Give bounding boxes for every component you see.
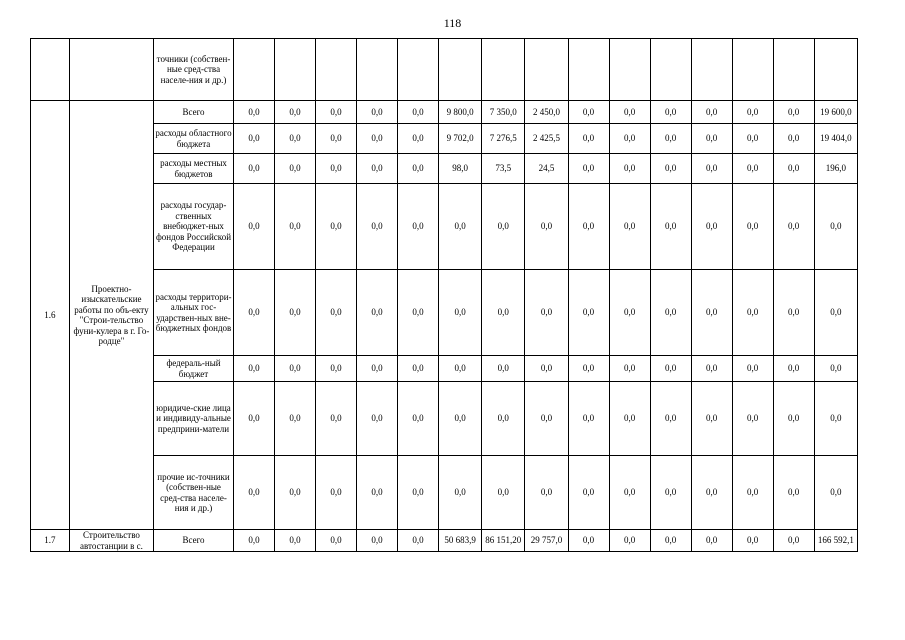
value-cell: 0,0 [357, 456, 398, 530]
value-cell: 19 600,0 [814, 101, 857, 124]
value-cell: 0,0 [568, 270, 609, 356]
value-cell: 0,0 [398, 101, 439, 124]
source-cell: прочие ис-точники (собствен-ные сред-ства населе-ния и др.) [154, 456, 234, 530]
value-cell [482, 39, 525, 101]
table-row [31, 39, 858, 101]
value-cell: 0,0 [274, 530, 315, 552]
value-cell: 73,5 [482, 154, 525, 184]
value-cell: 0,0 [650, 184, 691, 270]
value-cell: 0,0 [814, 356, 857, 382]
value-cell: 0,0 [691, 456, 732, 530]
value-cell [357, 39, 398, 101]
value-cell: 0,0 [274, 382, 315, 456]
value-cell: 0,0 [274, 456, 315, 530]
value-cell: 0,0 [357, 270, 398, 356]
value-cell: 24,5 [525, 154, 568, 184]
value-cell: 0,0 [691, 124, 732, 154]
value-cell: 0,0 [814, 270, 857, 356]
value-cell [650, 39, 691, 101]
value-cell [609, 39, 650, 101]
value-cell: 0,0 [398, 456, 439, 530]
value-cell: 0,0 [357, 382, 398, 456]
value-cell: 29 757,0 [525, 530, 568, 552]
value-cell: 0,0 [609, 456, 650, 530]
value-cell: 0,0 [773, 456, 814, 530]
value-cell: 0,0 [568, 124, 609, 154]
value-cell: 0,0 [357, 184, 398, 270]
value-cell: 0,0 [650, 382, 691, 456]
source-cell: Всего [154, 101, 234, 124]
value-cell: 0,0 [398, 154, 439, 184]
value-cell: 2 450,0 [525, 101, 568, 124]
value-cell: 7 350,0 [482, 101, 525, 124]
value-cell: 0,0 [732, 456, 773, 530]
source-cell: расходы территори-альных гос-ударствен-ных вне-бюджетных фондов [154, 270, 234, 356]
value-cell: 0,0 [482, 356, 525, 382]
value-cell: 0,0 [650, 530, 691, 552]
value-cell: 0,0 [773, 124, 814, 154]
value-cell: 0,0 [773, 101, 814, 124]
value-cell: 0,0 [773, 270, 814, 356]
value-cell: 0,0 [609, 382, 650, 456]
value-cell: 0,0 [609, 184, 650, 270]
value-cell: 0,0 [439, 184, 482, 270]
value-cell: 0,0 [233, 356, 274, 382]
value-cell: 0,0 [315, 270, 356, 356]
value-cell: 0,0 [814, 382, 857, 456]
value-cell: 0,0 [233, 184, 274, 270]
value-cell: 0,0 [315, 154, 356, 184]
value-cell: 0,0 [398, 270, 439, 356]
value-cell: 0,0 [609, 154, 650, 184]
table-row [31, 382, 858, 456]
value-cell: 0,0 [814, 184, 857, 270]
value-cell: 0,0 [233, 270, 274, 356]
value-cell: 0,0 [732, 124, 773, 154]
row-number-cell: 1.7 [31, 530, 70, 552]
source-cell: Всего [154, 530, 234, 552]
table-row [31, 124, 858, 154]
object-name-cell: Проектно-изыскательские работы по объ-екту "Строи-тельство фуни-кулера в г. Го-родце" [69, 101, 153, 530]
value-cell: 0,0 [274, 154, 315, 184]
row-number-cell [31, 39, 70, 101]
value-cell [233, 39, 274, 101]
value-cell: 0,0 [773, 184, 814, 270]
value-cell: 0,0 [398, 530, 439, 552]
value-cell [691, 39, 732, 101]
value-cell: 0,0 [439, 456, 482, 530]
value-cell: 0,0 [650, 101, 691, 124]
value-cell: 0,0 [568, 356, 609, 382]
value-cell: 0,0 [315, 356, 356, 382]
value-cell: 0,0 [732, 382, 773, 456]
object-name-cell [69, 39, 153, 101]
value-cell [568, 39, 609, 101]
value-cell: 86 151,20 [482, 530, 525, 552]
source-cell: федераль-ный бюджет [154, 356, 234, 382]
value-cell: 0,0 [482, 382, 525, 456]
value-cell: 9 702,0 [439, 124, 482, 154]
value-cell: 0,0 [274, 270, 315, 356]
table-row [31, 356, 858, 382]
table-row [31, 530, 858, 552]
value-cell: 19 404,0 [814, 124, 857, 154]
value-cell [732, 39, 773, 101]
value-cell: 0,0 [691, 530, 732, 552]
value-cell: 0,0 [525, 356, 568, 382]
value-cell: 2 425,5 [525, 124, 568, 154]
value-cell [814, 39, 857, 101]
value-cell: 0,0 [650, 356, 691, 382]
value-cell: 0,0 [732, 101, 773, 124]
value-cell: 0,0 [568, 530, 609, 552]
value-cell: 0,0 [233, 382, 274, 456]
value-cell: 196,0 [814, 154, 857, 184]
value-cell: 7 276,5 [482, 124, 525, 154]
value-cell: 0,0 [568, 154, 609, 184]
value-cell: 0,0 [732, 154, 773, 184]
row-number-cell: 1.6 [31, 101, 70, 530]
value-cell: 0,0 [482, 184, 525, 270]
value-cell: 0,0 [691, 154, 732, 184]
value-cell: 0,0 [274, 184, 315, 270]
value-cell: 0,0 [315, 382, 356, 456]
value-cell: 50 683,9 [439, 530, 482, 552]
value-cell [773, 39, 814, 101]
value-cell: 0,0 [609, 356, 650, 382]
financing-table [30, 38, 858, 552]
value-cell: 0,0 [732, 356, 773, 382]
table-row [31, 184, 858, 270]
page-number: 118 [443, 16, 462, 30]
value-cell: 0,0 [650, 270, 691, 356]
value-cell: 0,0 [609, 530, 650, 552]
table-row [31, 456, 858, 530]
value-cell: 0,0 [398, 382, 439, 456]
value-cell: 0,0 [568, 101, 609, 124]
value-cell: 0,0 [650, 124, 691, 154]
value-cell: 0,0 [773, 154, 814, 184]
value-cell: 0,0 [691, 101, 732, 124]
value-cell: 0,0 [691, 356, 732, 382]
value-cell: 0,0 [691, 270, 732, 356]
value-cell: 0,0 [609, 270, 650, 356]
source-cell: юридиче-ские лица и индивиду-альные предприни-матели [154, 382, 234, 456]
value-cell: 0,0 [357, 356, 398, 382]
value-cell: 0,0 [315, 530, 356, 552]
value-cell: 0,0 [732, 184, 773, 270]
table-row [31, 101, 858, 124]
value-cell: 0,0 [773, 530, 814, 552]
value-cell: 0,0 [650, 456, 691, 530]
value-cell: 0,0 [274, 124, 315, 154]
value-cell: 0,0 [233, 456, 274, 530]
value-cell: 0,0 [274, 356, 315, 382]
value-cell: 0,0 [398, 124, 439, 154]
value-cell: 0,0 [525, 184, 568, 270]
value-cell: 0,0 [773, 382, 814, 456]
value-cell: 0,0 [568, 184, 609, 270]
value-cell: 0,0 [315, 124, 356, 154]
value-cell: 0,0 [357, 124, 398, 154]
value-cell: 98,0 [439, 154, 482, 184]
value-cell: 0,0 [315, 101, 356, 124]
value-cell: 0,0 [773, 356, 814, 382]
value-cell: 0,0 [398, 184, 439, 270]
value-cell: 0,0 [357, 530, 398, 552]
source-cell: расходы областного бюджета [154, 124, 234, 154]
value-cell: 0,0 [568, 382, 609, 456]
value-cell: 0,0 [814, 456, 857, 530]
value-cell: 0,0 [650, 154, 691, 184]
value-cell: 0,0 [357, 101, 398, 124]
source-cell: расходы местных бюджетов [154, 154, 234, 184]
value-cell: 0,0 [482, 456, 525, 530]
value-cell: 0,0 [439, 270, 482, 356]
value-cell: 0,0 [233, 154, 274, 184]
value-cell: 0,0 [732, 530, 773, 552]
value-cell: 166 592,1 [814, 530, 857, 552]
value-cell: 0,0 [732, 270, 773, 356]
source-cell: точники (собствен-ные сред-ства населе-ния и др.) [154, 39, 234, 101]
table-row [31, 154, 858, 184]
source-cell: расходы государ-ственных внебюджет-ных фондов Российской Федерации [154, 184, 234, 270]
value-cell [274, 39, 315, 101]
value-cell: 0,0 [315, 184, 356, 270]
value-cell [525, 39, 568, 101]
value-cell: 0,0 [439, 382, 482, 456]
value-cell: 0,0 [233, 124, 274, 154]
value-cell: 0,0 [525, 382, 568, 456]
value-cell: 0,0 [691, 382, 732, 456]
value-cell [398, 39, 439, 101]
value-cell: 0,0 [439, 356, 482, 382]
value-cell: 0,0 [525, 456, 568, 530]
value-cell: 0,0 [315, 456, 356, 530]
value-cell [439, 39, 482, 101]
value-cell: 0,0 [691, 184, 732, 270]
value-cell: 0,0 [233, 101, 274, 124]
value-cell: 0,0 [357, 154, 398, 184]
object-name-cell: Строительство автостанции в с. [69, 530, 153, 552]
value-cell: 0,0 [233, 530, 274, 552]
value-cell: 0,0 [398, 356, 439, 382]
value-cell [315, 39, 356, 101]
value-cell: 0,0 [609, 124, 650, 154]
value-cell: 0,0 [568, 456, 609, 530]
value-cell: 0,0 [525, 270, 568, 356]
value-cell: 0,0 [274, 101, 315, 124]
value-cell: 0,0 [609, 101, 650, 124]
value-cell: 9 800,0 [439, 101, 482, 124]
value-cell: 0,0 [482, 270, 525, 356]
table-row [31, 270, 858, 356]
